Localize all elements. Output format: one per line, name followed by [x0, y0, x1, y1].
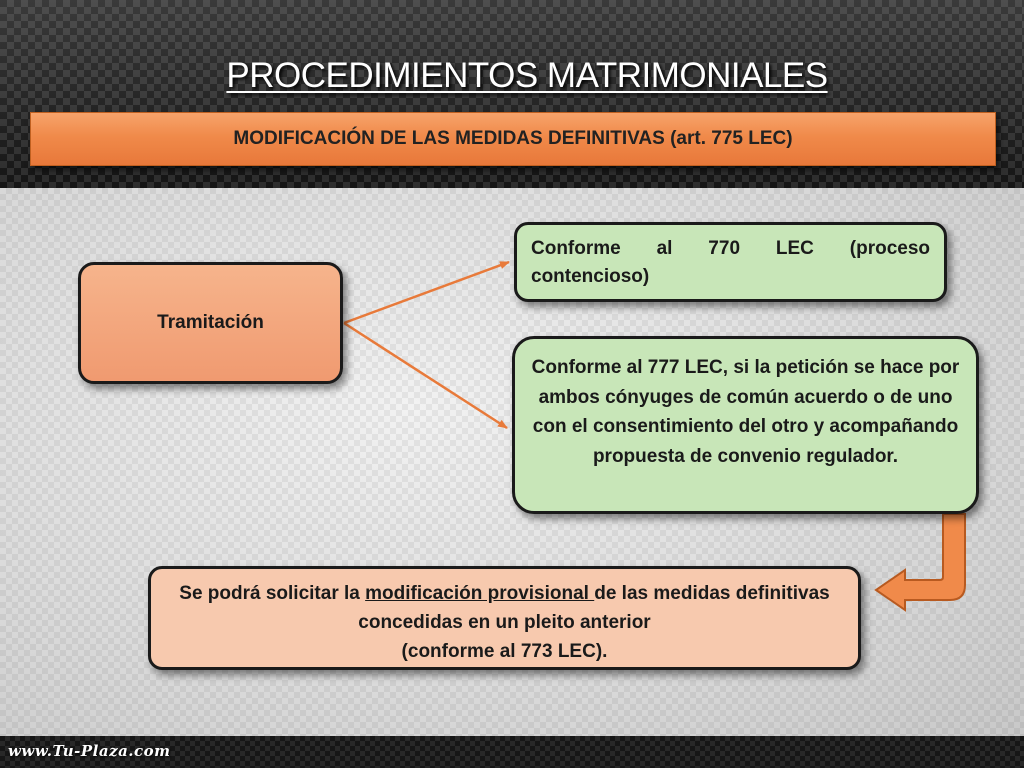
tramitacion-node	[78, 262, 343, 384]
mutuo-acuerdo-text: Conforme al 777 LEC, si la petición se hace por ambos cónyuges de común acuerdo o de uno con el consentimiento del otro y acompañando propuesta de convenio regulador.	[531, 357, 960, 467]
watermark-logo: www.Tu-Plaza.com	[8, 742, 171, 760]
note-text-after: de las medidas definitivas concedidas en un pleito anterior	[358, 583, 830, 633]
slide-title: PROCEDIMIENTOS MATRIMONIALES	[226, 56, 828, 95]
note-text-before: Se podrá solicitar la	[179, 583, 366, 604]
contencioso-text: Conforme al 770 LEC (proceso contencioso)	[531, 238, 930, 287]
provisional-note-box	[148, 566, 861, 670]
note-text-underlined: modificación provisional	[365, 583, 595, 604]
mutuo-acuerdo-box	[512, 336, 979, 514]
tramitacion-label: Tramitación	[157, 312, 264, 333]
subtitle-text: MODIFICACIÓN DE LAS MEDIDAS DEFINITIVAS (art. 775 LEC)	[233, 128, 793, 149]
note-text-last-line: (conforme al 773 LEC).	[401, 641, 608, 662]
contencioso-box	[514, 222, 947, 302]
subtitle-banner	[30, 112, 996, 166]
